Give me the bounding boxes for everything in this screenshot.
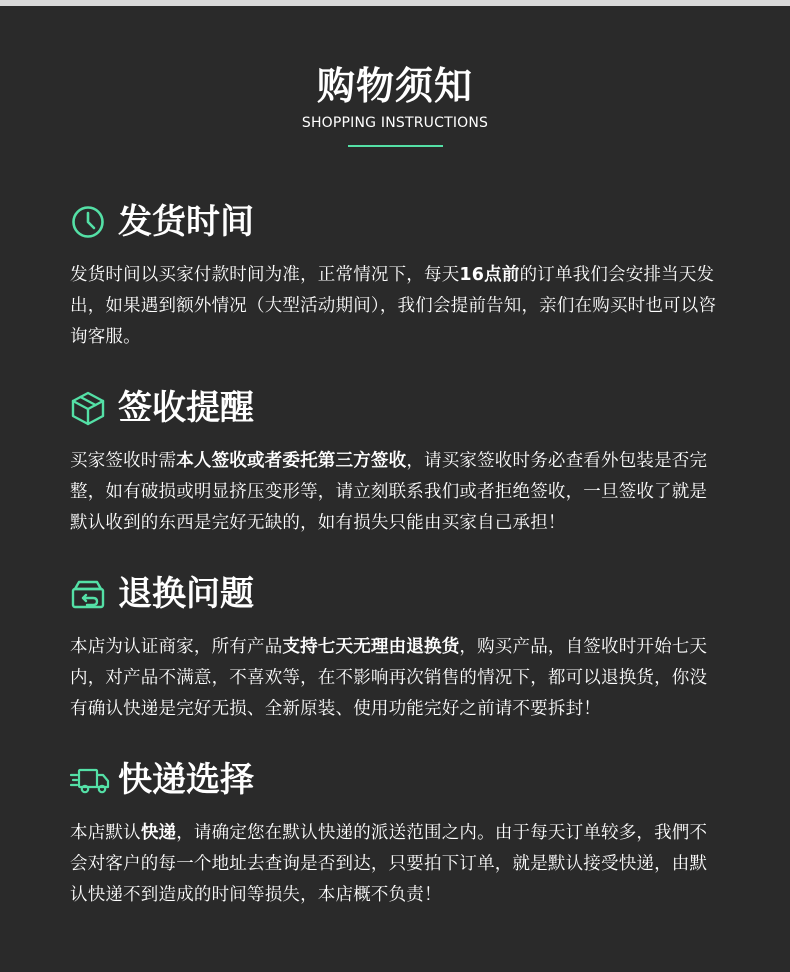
body-text: ，购买产品，自签收时开始七天内，对产品不满意，不喜欢等，在不影响再次销售的情况下，都可以退换货，你没有确认快递是完好无损、全新原装、使用功能完好之前请不要拆封！ [70, 637, 708, 719]
section-shipping-time [70, 202, 722, 353]
page-title: 购物须知 [316, 64, 473, 108]
section-body [70, 632, 722, 725]
section-returns [70, 574, 722, 725]
section-body [70, 818, 722, 911]
section-header [70, 388, 722, 432]
page-subtitle: SHOPPING INSTRUCTIONS [301, 115, 489, 131]
section-title: 退换问题 [118, 574, 254, 614]
body-text: 发货时间以买家付款时间为准，正常情况下，每天 [70, 265, 460, 285]
body-emphasis: 快递 [140, 823, 177, 843]
body-text: 的订单我们会安排当天发出，如果遇到额外情况（大型活动期间），我们会提前告知，亲们在购买时也可以咨询客服。 [70, 265, 717, 347]
body-emphasis: 16点前 [459, 265, 520, 285]
body-emphasis: 支持七天无理由退换货 [282, 637, 460, 657]
section-title: 签收提醒 [118, 388, 254, 428]
package-box-icon [70, 390, 106, 426]
section-header [70, 574, 722, 618]
title-underline [348, 145, 443, 147]
section-receipt-reminder [70, 388, 722, 539]
body-text: 本店为认证商家，所有产品 [70, 637, 283, 657]
section-courier-choice [70, 760, 722, 911]
section-header [70, 202, 722, 246]
body-text: 本店默认 [70, 823, 141, 843]
body-text: ，请买家签收时务必查看外包装是否完整，如有破损或明显挤压变形等，请立刻联系我们或者拒绝签收，一旦签收了就是默认收到的东西是完好无缺的，如有损失只能由买家自己承担！ [70, 451, 708, 533]
clock-icon [70, 204, 106, 240]
section-title: 发货时间 [118, 202, 254, 242]
body-text: ，请确定您在默认快递的派送范围之内。由于每天订单较多，我們不会对客户的每一个地址去查询是否到达，只要拍下订单，就是默认接受快递，由默认快递不到造成的时间等损失，本店概不负责！ [70, 823, 708, 905]
delivery-truck-icon [70, 762, 110, 798]
section-body [70, 446, 722, 539]
shopping-instructions-page [0, 6, 790, 972]
return-box-icon [70, 576, 106, 612]
body-emphasis: 本人签收或者委托第三方签收 [176, 451, 407, 471]
section-body [70, 260, 722, 353]
section-header [70, 760, 722, 804]
section-title: 快递选择 [118, 760, 254, 800]
body-text: 买家签收时需 [70, 451, 177, 471]
